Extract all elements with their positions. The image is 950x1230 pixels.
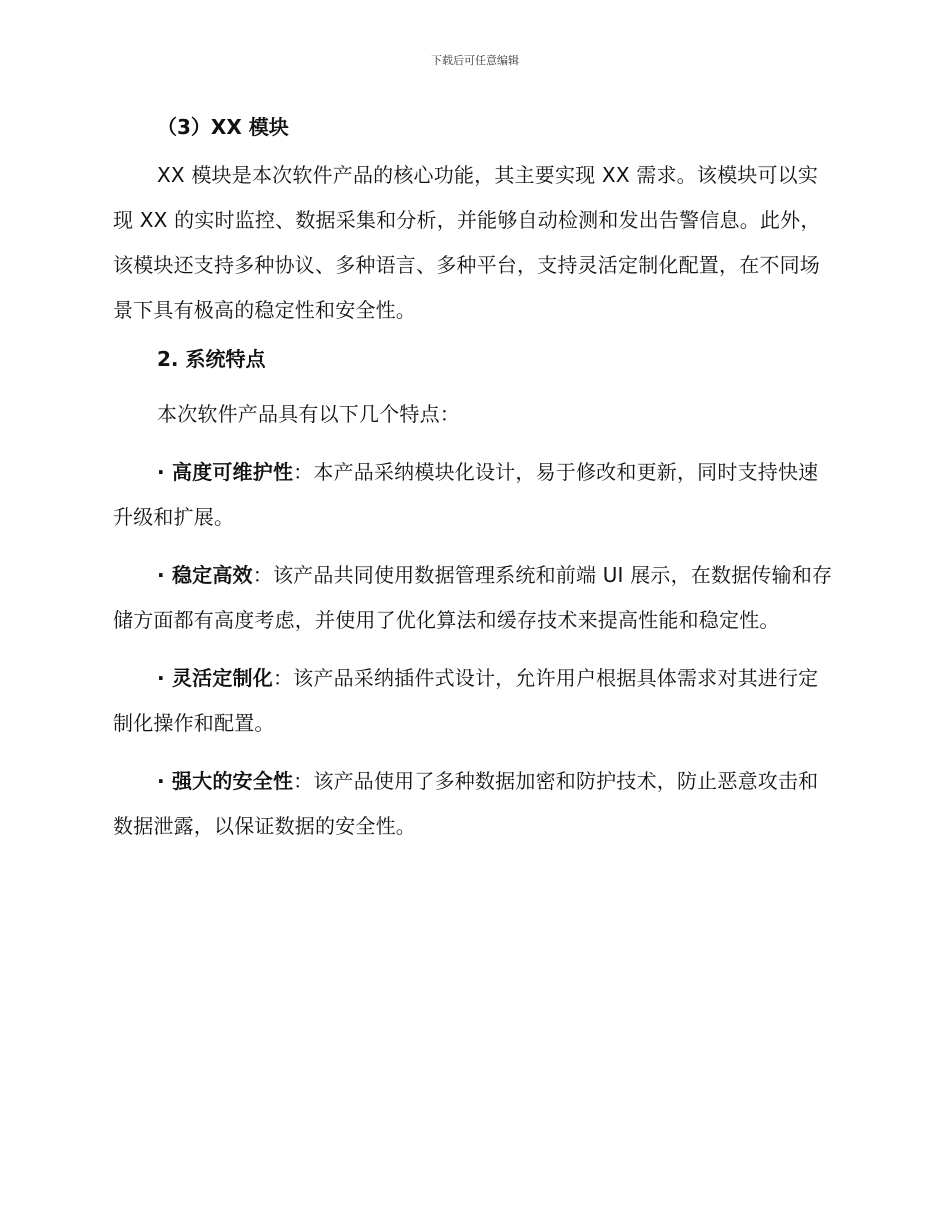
feature-title: · 高度可维护性 bbox=[157, 460, 294, 484]
spacer bbox=[113, 746, 833, 759]
feature-title: · 强大的安全性 bbox=[157, 769, 294, 793]
spacer bbox=[113, 540, 833, 553]
spacer bbox=[113, 333, 833, 344]
feature-text: ：该产品采纳插件式设计，允许用户根据具体需求对其进行定制化操作和配置。 bbox=[113, 666, 819, 735]
feature-item-maintainability bbox=[113, 450, 833, 540]
spacer bbox=[113, 374, 833, 392]
spacer bbox=[113, 437, 833, 450]
feature-title: · 灵活定制化 bbox=[157, 666, 273, 690]
spacer bbox=[113, 643, 833, 656]
feature-item-customization bbox=[113, 656, 833, 746]
section-3-heading: （3）XX 模块 bbox=[157, 115, 289, 139]
section-3-paragraph: XX 模块是本次软件产品的核心功能，其主要实现 XX 需求。该模块可以实现 XX 的实时监控、数据采集和分析，并能够自动检测和发出告警信息。此外，该模块还支持多种协议、多种语言、多种平台，支持灵活定制化配置，在不同场景下具有极高的稳定性和安全性。 bbox=[113, 163, 821, 322]
feature-text: ：本产品采纳模块化设计，易于修改和更新，同时支持快速升级和扩展。 bbox=[113, 460, 819, 529]
spacer bbox=[113, 142, 833, 153]
section-2-intro: 本次软件产品具有以下几个特点： bbox=[157, 402, 460, 426]
feature-title: · 稳定高效 bbox=[157, 563, 253, 587]
feature-item-stability bbox=[113, 553, 833, 643]
document-body bbox=[113, 112, 833, 849]
feature-text: ：该产品使用了多种数据加密和防护技术，防止恶意攻击和数据泄露，以保证数据的安全性。 bbox=[113, 769, 819, 838]
feature-text: ：该产品共同使用数据管理系统和前端 UI 展示，在数据传输和存储方面都有高度考虑，并使用了优化算法和缓存技术来提高性能和稳定性。 bbox=[113, 563, 833, 632]
section-2-heading: 2. 系统特点 bbox=[157, 347, 266, 371]
header-note: 下载后可任意编辑 bbox=[431, 54, 519, 67]
feature-item-security bbox=[113, 759, 833, 849]
